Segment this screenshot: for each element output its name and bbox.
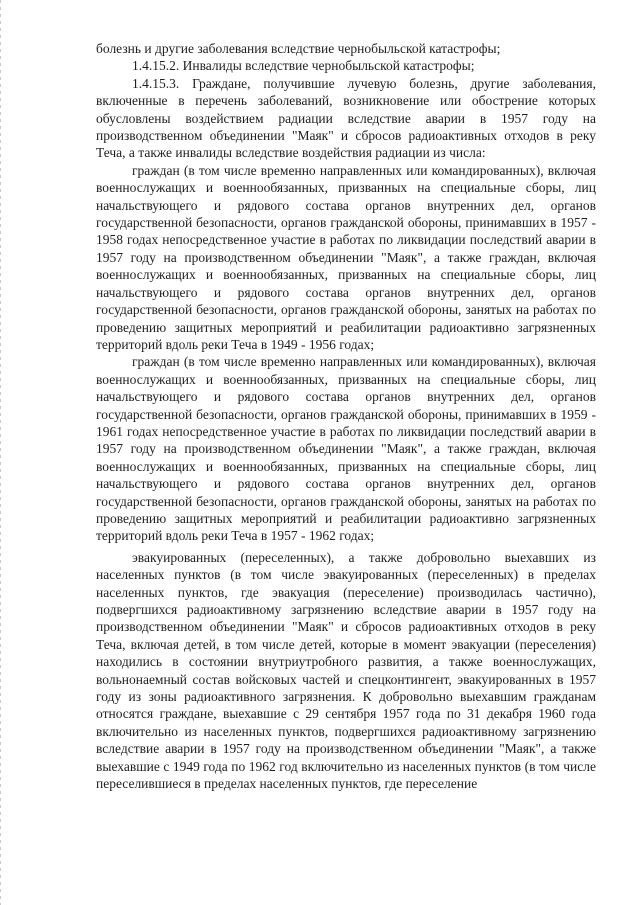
paragraph-citizens-1957-1958: граждан (в том числе временно направленных или командированных), включая военнослужащих и военнообязанных, призванных на специальные сборы, лиц начальствующего и рядового состава органов внутренних дел, органов государственной безопасности, органов гражданской обороны, принимавших в 1957 - 1958 годах непосредственное участие в работах по ликвидации последствий аварии в 1957 году на производственном объединении "Маяк", а также граждан, включая военнослужащих и военнообязанных, призванных на специальные сборы, лиц начальствующего и рядового состава органов внутренних дел, органов государственной безопасности, органов гражданской обороны, занятых на работах по проведению защитных мероприятий и реабилитации радиоактивно загрязненных территорий вдоль реки Теча в 1949 - 1956 годах; xyxy=(96,162,596,352)
document-body xyxy=(96,40,596,792)
paragraph-continuation: болезнь и другие заболевания вследствие чернобыльской катастрофы; xyxy=(96,41,501,56)
paragraph-evacuated-citizens: эвакуированных (переселенных), а также добровольно выехавших из населенных пунктов (в том числе эвакуированных (переселенных) в пределах населенных пунктов, где эвакуация (переселение) производилась частично), подвергшихся радиоактивному загрязнению вследствие аварии в 1957 году на производственном объединении "Маяк" и сбросов радиоактивных отходов в реку Теча, включая детей, в том числе детей, которые в момент эвакуации (переселения) находились в состоянии внутриутробного развития, а также военнослужащих, вольнонаемный состав войсковых частей и спецконтингент, эвакуированных в 1957 году из зоны радиоактивного загрязнения. К добровольно выехавшим гражданам относятся граждане, выехавшие с 29 сентября 1957 года по 31 декабря 1960 года включительно из населенных пунктов, подвергшихся радиоактивному загрязнению вследствие аварии в 1957 году на производственном объединении "Маяк", а также выехавшие с 1949 года по 1962 год включительно из населенных пунктов (в том числе переселившиеся в пределах населенных пунктов, где переселение xyxy=(96,549,596,792)
scan-edge-mark xyxy=(0,0,1,905)
paragraph-item-1-4-15-3: 1.4.15.3. Граждане, получившие лучевую болезнь, другие заболевания, включенные в перечень заболеваний, возникновение или обострение которых обусловлены воздействием радиации вследствие аварии в 1957 году на производственном объединении "Маяк" и сбросов радиоактивных отходов в реку Теча, а также инвалиды вследствие воздействия радиации из числа: xyxy=(96,75,596,161)
paragraph-citizens-1959-1961: граждан (в том числе временно направленных или командированных), включая военнослужащих и военнообязанных, призванных на специальные сборы, лиц начальствующего и рядового состава органов внутренних дел, органов государственной безопасности, органов гражданской обороны, принимавших в 1959 - 1961 годах непосредственное участие в работах по ликвидации последствий аварии в 1957 году на производственном объединении "Маяк", а также граждан, включая военнослужащих и военнообязанных, призванных на специальные сборы, лиц начальствующего и рядового состава органов внутренних дел, органов государственной безопасности, органов гражданской обороны, занятых на работах по проведению защитных мероприятий и реабилитации радиоактивно загрязненных территорий вдоль реки Теча в 1957 - 1962 годах; xyxy=(96,354,596,544)
paragraph-item-1-4-15-2: 1.4.15.2. Инвалиды вследствие чернобыльской катастрофы; xyxy=(132,58,475,74)
